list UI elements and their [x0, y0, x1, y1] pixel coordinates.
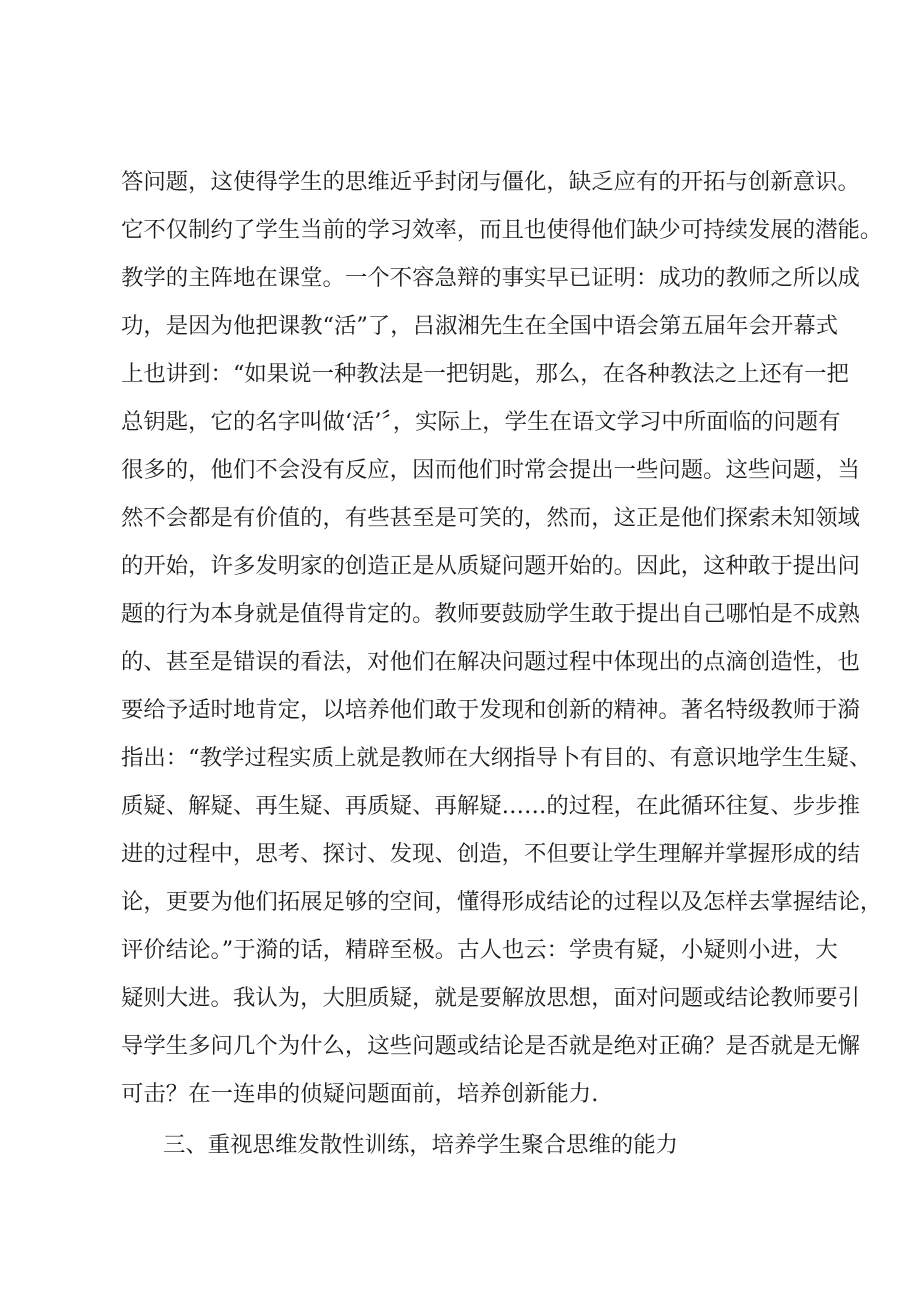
paragraph-line: 总钥匙，它的名字叫做‘活’〞，实际上，学生在语文学习中所面临的问题有 — [121, 409, 841, 435]
paragraph-line: 上也讲到：“如果说一种教法是一把钥匙，那么，在各种教法之上还有一把 — [121, 361, 849, 387]
paragraph-line: 题的行为本身就是值得肯定的。教师要鼓励学生敢于提出自己哪怕是不成熟 — [121, 601, 860, 627]
paragraph-line: 疑则大进。我认为，大胆质疑，就是要解放思想，面对问题或结论教师要引 — [121, 985, 860, 1011]
paragraph-line: 进的过程中，思考、探讨、发现、创造，不但要让学生理解并掌握形成的结 — [121, 841, 860, 867]
paragraph-line: 的、甚至是错误的看法，对他们在解决问题过程中体现出的点滴创造性，也 — [121, 649, 860, 675]
paragraph-line: 教学的主阵地在课堂。一个不容急辩的事实早已证明：成功的教师之所以成 — [121, 265, 860, 291]
paragraph-line: 功，是因为他把课教“活”了，吕淑湘先生在全国中语会第五届年会开幕式 — [121, 313, 839, 339]
paragraph-line-last: 可击？在一连串的侦疑问题面前，培养创新能力. — [121, 1081, 599, 1107]
paragraph-line: 的开始，许多发明家的创造正是从质疑问题开始的。因此，这种敢于提出问 — [121, 553, 860, 579]
section-heading: 三、重视思维发散性训练，培养学生聚合思维的能力 — [163, 1132, 678, 1158]
paragraph-line: 论，更要为他们拓展足够的空间，懂得形成结论的过程以及怎样去掌握结论， — [121, 889, 883, 915]
paragraph-line: 它不仅制约了学生当前的学习效率，而且也使得他们缺少可持续发展的潜能。 — [121, 217, 883, 243]
paragraph-line: 很多的，他们不会没有反应，因而他们时常会提出一些问题。这些问题，当 — [121, 457, 860, 483]
paragraph-line: 然不会都是有价值的，有些甚至是可笑的，然而，这正是他们探索未知领域 — [121, 505, 860, 531]
paragraph-line: 答问题，这使得学生的思维近乎封闭与僵化，缺乏应有的开拓与创新意识。 — [121, 169, 860, 195]
paragraph-line: 要给予适时地肯定，以培养他们敢于发现和创新的精神。著名特级教师于漪 — [121, 697, 860, 723]
paragraph-line: 导学生多问几个为什么，这些问题或结论是否就是绝对正确？是否就是无懈 — [121, 1033, 860, 1059]
paragraph-line: 质疑、解疑、再生疑、再质疑、再解疑……的过程，在此循环往复、步步推 — [121, 793, 860, 819]
paragraph-line: 评价结论。”于漪的话，精辟至极。古人也云：学贵有疑，小疑则小进，大 — [121, 937, 838, 963]
paragraph-line: 指出：“教学过程实质上就是教师在大纲指导卜有目的、有意识地学生生疑、 — [121, 745, 872, 771]
